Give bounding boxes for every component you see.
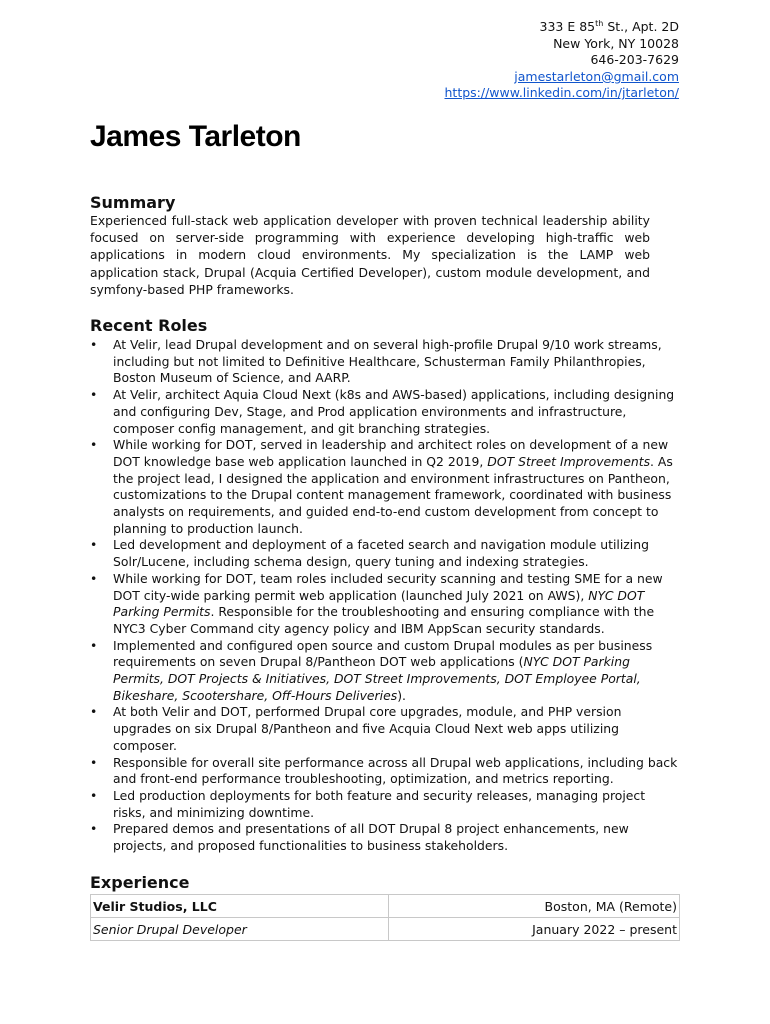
- bullet-icon: •: [90, 437, 98, 453]
- role-text: Implemented and configured open source and custom Drupal modules as per business requirements on seven Drupal 8/Pantheon DOT web applications (: [113, 637, 653, 670]
- table-row: [91, 918, 680, 941]
- role-text: While working for DOT, served in leadership and architect roles on development of a new DOT knowledge base web application launched in Q2 2019,: [113, 437, 669, 469]
- list-item: [90, 638, 680, 705]
- experience-table: [90, 894, 680, 941]
- bullet-icon: •: [90, 787, 98, 803]
- role-text: At both Velir and DOT, performed Drupal core upgrades, module, and PHP version upgrades on six Drupal 8/Pantheon and five Acquia Cloud Next web apps utilizing composer.: [113, 704, 622, 753]
- recent-roles-list: [90, 337, 680, 855]
- list-item: [90, 337, 680, 387]
- list-item: [90, 788, 680, 821]
- list-item: [90, 437, 680, 537]
- list-item: [90, 755, 680, 788]
- bullet-icon: •: [90, 704, 98, 720]
- role-text: At Velir, architect Aquia Cloud Next (k8s and AWS-based) applications, including designing and configuring Dev, Stage, and Prod application environments and infrastructure, composer config management, and git branching strategies.: [113, 387, 675, 436]
- summary-text: Experienced full-stack web application developer with proven technical leadership ability focused on server-side programming with experience developing high-traffic web applications in modern cloud environments. My specialization is the LAMP web application stack, Drupal (Acquia Certified Developer), custom module development, and symfony-based PHP frameworks.: [90, 213, 650, 297]
- bullet-icon: •: [90, 754, 98, 770]
- bullet-icon: •: [90, 637, 98, 653]
- role-text: ).: [397, 687, 406, 703]
- contact-address: 333 E 85th St., Apt. 2D: [539, 18, 679, 34]
- role-project-name: NYC DOT Parking Permits, DOT Projects & Initiatives, DOT Street Improvements, DOT Employee Portal, Bikeshare, Scootershare, Off-Hours Deliveries: [113, 654, 641, 703]
- table-row: [91, 895, 680, 918]
- contact-phone: 646-203-7629: [590, 52, 679, 68]
- linkedin-link[interactable]: https://www.linkedin.com/in/jtarleton/: [444, 85, 679, 101]
- job-dates: January 2022 – present: [389, 918, 680, 941]
- role-text: While working for DOT, team roles included security scanning and testing SME for a new DOT city-wide parking permit web application (launched July 2021 on AWS),: [113, 570, 663, 603]
- summary-heading: Summary: [90, 193, 176, 212]
- contact-block: [445, 19, 680, 102]
- bullet-icon: •: [90, 387, 98, 403]
- candidate-name: James Tarleton: [90, 120, 301, 153]
- company-name: Velir Studios, LLC: [91, 895, 389, 918]
- bullet-icon: •: [90, 570, 98, 586]
- role-project-name: NYC DOT Parking Permits: [113, 587, 645, 620]
- contact-city: New York, NY 10028: [553, 35, 679, 51]
- recent-roles-heading: Recent Roles: [90, 316, 208, 335]
- list-item: [90, 387, 680, 437]
- role-text: Prepared demos and presentations of all DOT Drupal 8 project enhancements, new projects, and proposed functionalities to business stakeholders.: [113, 821, 629, 854]
- bullet-icon: •: [90, 821, 98, 837]
- job-title: Senior Drupal Developer: [91, 918, 389, 941]
- experience-heading: Experience: [90, 873, 190, 892]
- list-item: [90, 704, 680, 754]
- list-item: [90, 571, 680, 638]
- role-text: . Responsible for the troubleshooting and ensuring compliance with the NYC3 Cyber Command city agency policy and IBM AppScan security standards.: [113, 604, 655, 636]
- role-text: Responsible for overall site performance across all Drupal web applications, including back and front-end performance troubleshooting, optimization, and metrics reporting.: [113, 754, 678, 787]
- list-item: [90, 821, 680, 854]
- company-location: Boston, MA (Remote): [389, 895, 680, 918]
- role-text: . As the project lead, I designed the application and environment infrastructures on Pantheon, customizations to the Drupal content management framework, coordinated with business analysts on requirements, and guided end-to-end custom development from concept to planning to production launch.: [113, 453, 673, 536]
- list-item: [90, 537, 680, 570]
- email-link[interactable]: jamestarleton@gmail.com: [514, 68, 679, 84]
- bullet-icon: •: [90, 337, 98, 352]
- role-text: At Velir, lead Drupal development and on several high-profile Drupal 9/10 work streams, including but not limited to Definitive Healthcare, Schusterman Family Philanthropies, Boston Museum of Science, and AARP.: [113, 337, 662, 386]
- role-text: Led development and deployment of a faceted search and navigation module utilizing Solr/Lucene, including schema design, query tuning and indexing strategies.: [113, 537, 649, 570]
- bullet-icon: •: [90, 537, 98, 553]
- role-project-name: DOT Street Improvements: [487, 453, 651, 469]
- role-text: Led production deployments for both feature and security releases, managing project risks, and minimizing downtime.: [113, 787, 646, 820]
